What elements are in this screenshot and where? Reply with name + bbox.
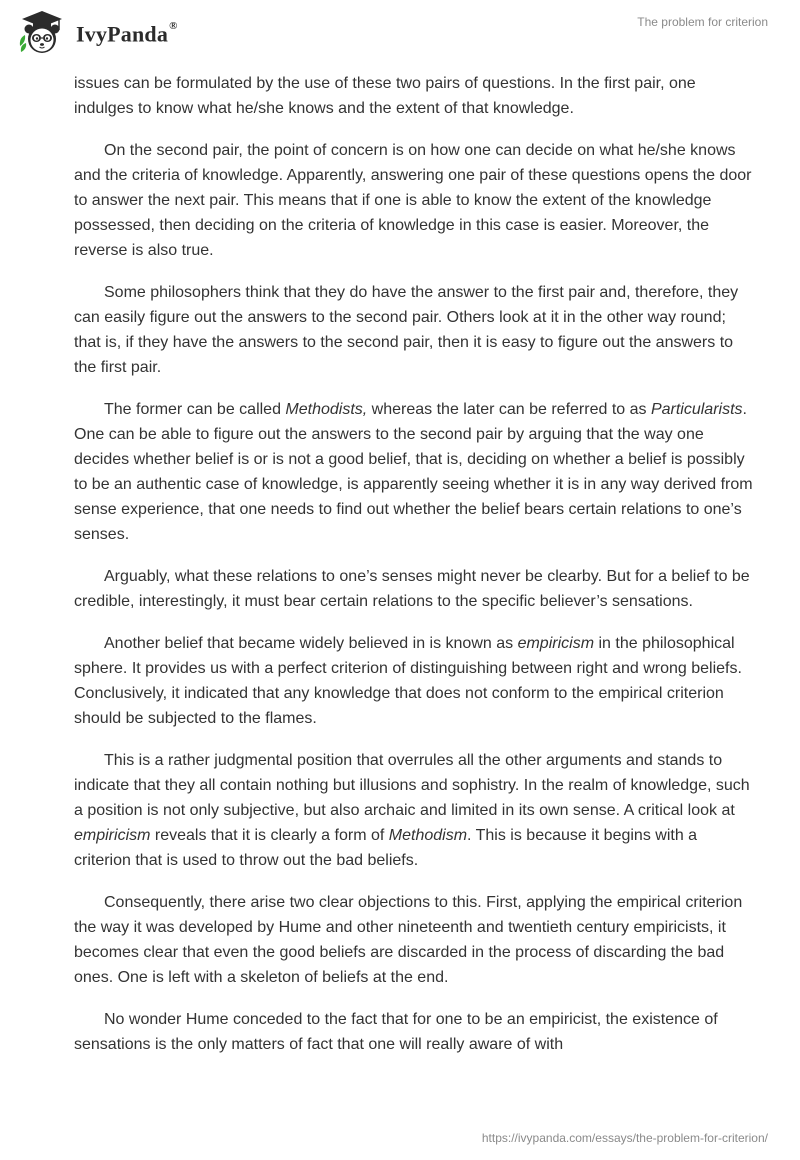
essay-paragraph (74, 397, 754, 547)
document-title: The problem for criterion (637, 15, 768, 29)
italic-term: Methodists, (285, 401, 368, 418)
brand-wordmark: IvyPanda (76, 21, 169, 47)
text-run: No wonder Hume conceded to the fact that for one to be an empiricist, the existence of sensations is the only matters of fact that one will really aware of with (74, 1011, 718, 1053)
text-run: Consequently, there arise two clear objections to this. First, applying the empirical criterion the way it was developed by Hume and other nineteenth and twentieth century empiricists, it becomes clear that even the good beliefs are discarded in the process of discarding the bad ones. One is left with a skeleton of beliefs at the end. (74, 894, 743, 986)
essay-paragraph (74, 1007, 754, 1057)
text-run: . One can be able to figure out the answers to the second pair by arguing that the way one decides whether belief is or is not a good belief, that is, deciding on whether a belief is possibly to be an authentic case of knowledge, is apparently seeing whether it is in any way derived from sense experience, that one needs to find out whether the belief bears certain relations to one’s senses. (74, 401, 753, 543)
text-run: reveals that it is clearly a form of (150, 827, 389, 844)
essay-paragraph (74, 71, 754, 121)
text-run: . This is because it begins with a criterion that is used to throw out the bad beliefs. (74, 827, 698, 869)
brand-name (76, 6, 178, 58)
essay-paragraph (74, 564, 754, 614)
text-run: Another belief that became widely believed in is known as (104, 635, 518, 652)
essay-paragraph (74, 280, 754, 380)
italic-term: empiricism (517, 635, 595, 652)
text-run: issues can be formulated by the use of these two pairs of questions. In the first pair, one indulges to know what he/she knows and the extent of that knowledge. (74, 75, 696, 117)
italic-term: empiricism (74, 827, 151, 844)
essay-paragraph (74, 890, 754, 990)
panda-logo-icon (16, 8, 68, 56)
essay-paragraph (74, 138, 754, 263)
italic-term: Particularists (650, 401, 743, 418)
text-run: Arguably, what these relations to one’s senses might never be clearby. But for a belief to be credible, interestingly, it must bear certain relations to the specific believer’s sensations. (74, 568, 750, 610)
essay-paragraph (74, 748, 754, 873)
essay-paragraph (74, 631, 754, 731)
text-run: This is a rather judgmental position that overrules all the other arguments and stands to indicate that they all contain nothing but illusions and sophistry. In the realm of knowledge, such a position is not only subjective, but also archaic and limited in its own sense. A critical look at (74, 752, 750, 819)
text-run: The former can be called (104, 401, 286, 418)
brand-logo[interactable] (16, 8, 178, 56)
page-header (0, 0, 800, 70)
source-url[interactable]: https://ivypanda.com/essays/the-problem-for-criterion/ (481, 1131, 768, 1145)
essay-body (74, 71, 754, 1074)
registered-mark: ® (169, 19, 178, 32)
text-run: in the philosophical sphere. It provides us with a perfect criterion of distinguishing between right and wrong beliefs. Conclusively, it indicated that any knowledge that does not conform to the empirical criterion should be subjected to the flames. (74, 635, 742, 727)
text-run: Some philosophers think that they do have the answer to the first pair and, therefore, they can easily figure out the answers to the second pair. Others look at it in the other way round; that is, if they have the answers to the second pair, then it is easy to figure out the answers to the first pair. (74, 284, 739, 376)
text-run: whereas the later can be referred to as (367, 401, 651, 418)
text-run: On the second pair, the point of concern is on how one can decide on what he/she knows and the criteria of knowledge. Apparently, answering one pair of these questions opens the door to answer the next pair. This means that if one is able to know the extent of the knowledge possessed, then deciding on the criteria of knowledge in this case is easier. Moreover, the reverse is also true. (74, 142, 752, 259)
italic-term: Methodism (388, 827, 468, 844)
